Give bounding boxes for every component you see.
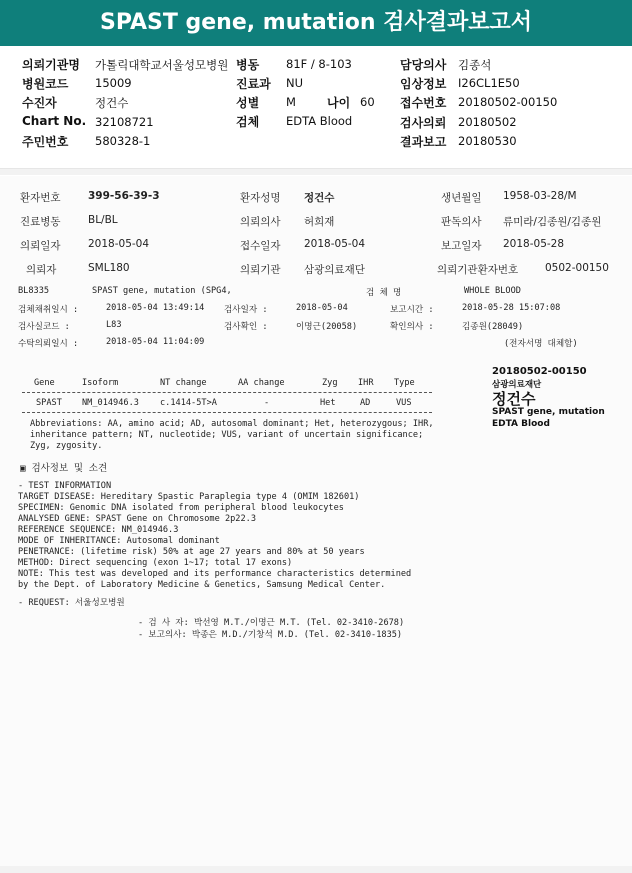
info-line: ANALYSED GENE: SPAST Gene on Chromosome 2p22.3 xyxy=(18,514,256,524)
td-zyg: Het xyxy=(320,398,336,408)
th-nt: NT change xyxy=(160,378,207,388)
reptime-value: 2018-05-28 15:07:08 xyxy=(462,303,561,313)
chart-label: Chart No. xyxy=(22,114,87,128)
stamp-receipt: 20180502-00150 xyxy=(492,366,587,377)
abbrev-line: Zyg, zygosity. xyxy=(30,441,103,451)
section-divider xyxy=(0,168,632,175)
section-title: ▣ 검사정보 및 소견 xyxy=(20,463,108,474)
receipt-value: 20180502-00150 xyxy=(458,95,558,109)
info-line: TARGET DISEASE: Hereditary Spastic Paraplegia type 4 (OMIM 182601) xyxy=(18,492,360,502)
collect-label: 검체채취일시 : xyxy=(18,305,79,315)
abbrev-line: inheritance pattern; NT, nucleotide; VUS, variant of uncertain significance; xyxy=(30,430,424,440)
reqdate-label: 검사의뢰 xyxy=(400,116,447,130)
readdoc-value: 류미라/김종원/김종원 xyxy=(503,216,602,228)
patno-value: 399-56-39-3 xyxy=(88,190,160,202)
repdate-label: 결과보고 xyxy=(400,135,447,149)
info-line: by the Dept. of Laboratory Medicine & Genetics, Samsung Medical Center. xyxy=(18,580,386,590)
repdate-value: 20180530 xyxy=(458,134,517,148)
rspecimen-label: 검 체 명 xyxy=(366,288,402,298)
report-title: SPAST gene, mutation 검사결과보고서 xyxy=(0,0,632,46)
hospcode-value: 15009 xyxy=(95,76,132,90)
info-line: MODE OF INHERITANCE: Autosomal dominant xyxy=(18,536,220,546)
specimen-value: EDTA Blood xyxy=(286,114,353,128)
rcvdate-label: 접수일자 xyxy=(240,240,281,252)
hospcode-label: 병원코드 xyxy=(22,77,69,91)
td-type: VUS xyxy=(396,398,412,408)
th-zyg: Zyg xyxy=(322,378,338,388)
instpat-value: 0502-00150 xyxy=(545,262,609,274)
inst-value: 가톨릭대학교서울성모병원 xyxy=(95,58,229,72)
info-line: REFERENCE SEQUENCE: NM_014946.3 xyxy=(18,525,179,535)
info-line: METHOD: Direct sequencing (exon 1~17; total 17 exons) xyxy=(18,558,293,568)
th-aa: AA change xyxy=(238,378,285,388)
clinical-value: I26CL1E50 xyxy=(458,76,520,90)
stamp-patient: 정건수 xyxy=(492,390,536,408)
room-label: 검사실코드 : xyxy=(18,322,70,332)
dept-value: NU xyxy=(286,76,304,90)
requester-label: 의뢰자 xyxy=(26,264,57,276)
th-type: Type xyxy=(394,378,415,388)
td-gene: SPAST xyxy=(36,398,62,408)
rreqdate-value: 2018-05-04 xyxy=(88,238,150,250)
rspecimen-value: WHOLE BLOOD xyxy=(464,286,521,296)
reqinst-value: 삼광의료재단 xyxy=(304,264,365,276)
dept-label: 진료과 xyxy=(236,77,271,91)
esign-note: (전자서명 대체함) xyxy=(504,339,578,349)
dob-value: 1958-03-28/M xyxy=(503,190,577,202)
clinical-label: 임상정보 xyxy=(400,77,447,91)
table-rule xyxy=(22,412,432,413)
specimen-label: 검체 xyxy=(236,115,260,129)
testdate-label: 검사일자 : xyxy=(224,305,268,315)
ward-label: 병동 xyxy=(236,58,260,72)
age-value: 60 xyxy=(360,95,375,109)
table-rule xyxy=(22,392,432,393)
confirm-label: 검사확인 : xyxy=(224,322,268,332)
patient-value: 정건수 xyxy=(95,96,129,110)
rrn-label: 주민번호 xyxy=(22,135,69,149)
rrepdate-value: 2018-05-28 xyxy=(503,238,565,250)
info-line: PENETRANCE: (lifetime risk) 50% at age 27 years and 80% at 50 years xyxy=(18,547,365,557)
scanned-report xyxy=(0,176,632,866)
td-ihr: AD xyxy=(360,398,371,408)
report-header xyxy=(0,50,632,168)
ward-value: 81F / 8-103 xyxy=(286,57,352,71)
reqdoc-label: 의뢰의사 xyxy=(240,216,281,228)
request-line: - REQUEST: 서울성모병원 xyxy=(18,598,125,608)
rward-label: 진료병동 xyxy=(20,216,61,228)
td-isoform: NM_014946.3 xyxy=(82,398,139,408)
patno-label: 환자번호 xyxy=(20,192,61,204)
test-code: BL8335 xyxy=(18,286,50,296)
th-gene: Gene xyxy=(34,378,55,388)
reqdate-value: 20180502 xyxy=(458,115,517,129)
dob-label: 생년월일 xyxy=(441,192,482,204)
patient-label: 수진자 xyxy=(22,96,57,110)
th-ihr: IHR xyxy=(358,378,374,388)
age-label: 나이 xyxy=(327,96,351,110)
receipt-label: 접수번호 xyxy=(400,96,447,110)
reqdoc-value: 허희재 xyxy=(304,216,335,228)
test-name: SPAST gene, mutation (SPG4, xyxy=(92,286,232,296)
doctor-value: 김종석 xyxy=(458,58,492,72)
confdoc-value: 김종원(28049) xyxy=(462,322,524,332)
stamp-test: SPAST gene, mutation xyxy=(492,407,605,417)
info-line: - TEST INFORMATION xyxy=(18,481,112,491)
patname-value: 정건수 xyxy=(304,192,335,204)
confirm-value: 이명근(20058) xyxy=(296,322,358,332)
instpat-label: 의뢰기관환자번호 xyxy=(437,264,519,276)
th-isoform: Isoform xyxy=(82,378,119,388)
rward-value: BL/BL xyxy=(88,214,118,226)
info-line: NOTE: This test was developed and its performance characteristics determined xyxy=(18,569,412,579)
info-line: SPECIMEN: Genomic DNA isolated from peripheral blood leukocytes xyxy=(18,503,344,513)
subreq-label: 수탁의뢰일시 : xyxy=(18,339,79,349)
collect-value: 2018-05-04 13:49:14 xyxy=(106,303,205,313)
confdoc-label: 확인의사 : xyxy=(390,322,434,332)
rrn-value: 580328-1 xyxy=(95,134,151,148)
reptime-label: 보고시간 : xyxy=(390,305,434,315)
chart-value: 32108721 xyxy=(95,115,154,129)
requester-value: SML180 xyxy=(88,262,130,274)
rrepdate-label: 보고일자 xyxy=(441,240,482,252)
signer-line: - 보고의사: 박종은 M.D./기창석 M.D. (Tel. 02-3410-1835) xyxy=(138,630,403,640)
bottom-border xyxy=(0,866,632,873)
signer-line: - 검 사 자: 박선영 M.T./이명근 M.T. (Tel. 02-3410-2678) xyxy=(138,618,405,628)
readdoc-label: 판독의사 xyxy=(441,216,482,228)
sex-label: 성별 xyxy=(236,96,260,110)
reqinst-label: 의뢰기관 xyxy=(240,264,281,276)
testdate-value: 2018-05-04 xyxy=(296,303,348,313)
inst-label: 의뢰기관명 xyxy=(22,58,80,72)
td-nt: c.1414-5T>A xyxy=(160,398,217,408)
abbrev-line: Abbreviations: AA, amino acid; AD, autosomal dominant; Het, heterozygous; IHR, xyxy=(30,419,434,429)
td-aa: - xyxy=(264,398,270,408)
stamp-specimen: EDTA Blood xyxy=(492,419,550,429)
rreqdate-label: 의뢰일자 xyxy=(20,240,61,252)
doctor-label: 담당의사 xyxy=(400,58,447,72)
sex-value: M xyxy=(286,95,296,109)
stamp-inst: 삼광의료재단 xyxy=(492,380,542,390)
room-value: L83 xyxy=(106,320,122,330)
patname-label: 환자성명 xyxy=(240,192,281,204)
subreq-value: 2018-05-04 11:04:09 xyxy=(106,337,205,347)
rcvdate-value: 2018-05-04 xyxy=(304,238,366,250)
